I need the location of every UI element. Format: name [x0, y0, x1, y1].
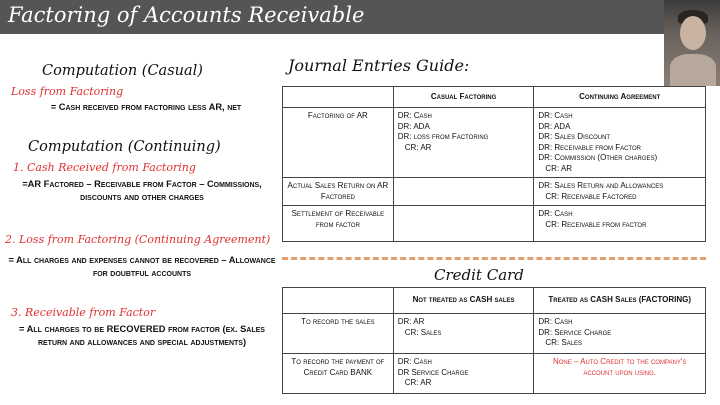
entry: DR: Commission (Other charges): [538, 153, 658, 162]
col-cash: Treated as CASH Sales (FACTORING): [534, 288, 706, 314]
item2-text: = All charges and expenses cannot be recovered – Allowance for doubtful accounts: [8, 255, 276, 278]
loss-text: = Cash received from factoring less AR, net: [50, 102, 242, 112]
row-label: Actual Sales Return on AR Factored: [283, 178, 394, 206]
continuing-entries: [534, 178, 706, 206]
loss-heading: Loss from Factoring: [11, 85, 124, 98]
not-cash-entries: [393, 354, 534, 394]
table-row: [283, 108, 706, 178]
item1-heading: 1. Cash Received from Factoring: [13, 161, 196, 174]
table-row: [283, 314, 706, 354]
casual-heading: Computation (Casual): [42, 63, 203, 79]
entry: DR: AR: [397, 317, 425, 326]
entry: DR: Sales Discount: [538, 132, 611, 141]
entry: DR Service Charge: [397, 367, 469, 377]
not-cash-entries: [393, 314, 534, 354]
presenter-body: [670, 54, 716, 86]
continuing-entries: [534, 206, 706, 242]
credit-corner-cell: [283, 288, 394, 314]
entry: DR: loss from Factoring: [397, 132, 489, 141]
continuing-entries: [534, 108, 706, 178]
row-label: To record the payment of Credit Card BANK: [283, 354, 394, 394]
table-row: [283, 206, 706, 242]
entry: DR: Cash: [538, 317, 573, 326]
entry: DR: ADA: [397, 121, 430, 131]
entry: DR: Cash: [397, 111, 432, 120]
entry: DR: Sales Return and Allowances: [538, 181, 664, 190]
col-casual: Casual Factoring: [393, 87, 534, 108]
webcam-overlay: [664, 0, 720, 86]
row-label: Factoring of AR: [283, 108, 394, 178]
entry: DR: Receivable from Factor: [538, 142, 641, 152]
table-row: [283, 178, 706, 206]
entry: DR: Service Charge: [538, 327, 612, 337]
entry: DR: Cash: [538, 111, 573, 120]
casual-entries: [393, 206, 534, 242]
cash-entries: [534, 314, 706, 354]
table-row: [283, 354, 706, 394]
section-divider: [282, 257, 706, 260]
item2-heading: 2. Loss from Factoring (Continuing Agreement): [5, 233, 271, 246]
entry: CR: Sales: [404, 327, 442, 337]
auto-credit-note: None – Auto Credit to the company's account upon using.: [534, 354, 706, 394]
item3-text: = All charges to be RECOVERED from factor (ex. Sales return and allowances and special adjustments): [19, 324, 265, 347]
journal-table: [282, 86, 706, 242]
row-label: To record the sales: [283, 314, 394, 354]
item1-text: =AR Factored – Receivable from Factor – Commissions, discounts and other charges: [22, 179, 262, 202]
title-bar: [0, 0, 720, 34]
entry: DR: Cash: [397, 357, 432, 366]
presenter-face: [680, 16, 706, 50]
entry: CR: AR: [404, 142, 432, 152]
entry: CR: Receivable from factor: [545, 219, 647, 229]
continuing-heading: Computation (Continuing): [28, 139, 221, 155]
entry: DR: Cash: [538, 209, 573, 218]
entry: CR: Receivable Factored: [545, 191, 637, 201]
credit-heading: Credit Card: [434, 266, 524, 284]
casual-entries: [393, 178, 534, 206]
row-label: Settlement of Receivable from factor: [283, 206, 394, 242]
entry: CR: AR: [404, 378, 432, 387]
journal-heading: Journal Entries Guide:: [288, 56, 470, 75]
item3-heading: 3. Receivable from Factor: [11, 306, 156, 319]
entry: CR: AR: [545, 163, 573, 173]
credit-table: [282, 287, 706, 394]
journal-corner-cell: [283, 87, 394, 108]
page-title: Factoring of Accounts Receivable: [8, 3, 365, 27]
entry: CR: Sales: [545, 338, 583, 347]
entry: DR: ADA: [538, 121, 571, 131]
col-continuing: Continuing Agreement: [534, 87, 706, 108]
col-not-cash: Not treated as CASH sales: [393, 288, 534, 314]
casual-entries: [393, 108, 534, 178]
